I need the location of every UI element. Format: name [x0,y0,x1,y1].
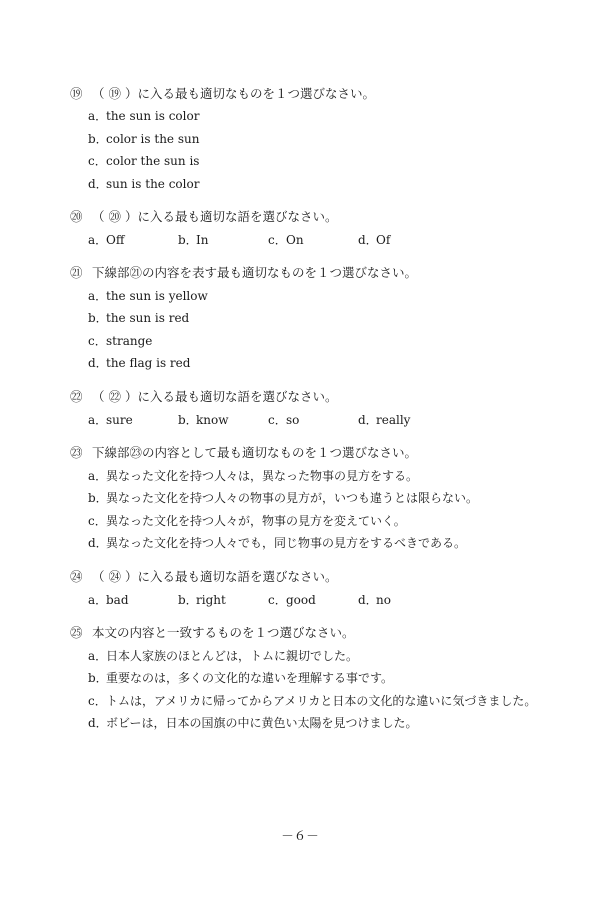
option-19-a: a．the sun is color [88,109,200,123]
question-20 [70,209,337,225]
option-25-b: b．重要なのは，多くの文化的な違いを理解する事です。 [88,671,394,685]
question-number: ㉕ [70,625,83,640]
option-25-c: c．トムは，アメリカに帰ってからアメリカと日本の文化的な違いに気づきました。 [88,694,537,708]
question-number: ㉒ [70,389,83,404]
option-23-d: d．異なった文化を持つ人々でも，同じ物事の見方をするべきである。 [88,536,467,550]
option-24-a: a．bad [88,593,129,607]
question-number: ⑲ [70,86,83,101]
option-20-d: d．Of [358,233,391,247]
question-number: ㉔ [70,569,83,584]
option-20-c: c．On [268,233,304,247]
option-19-c: c．color the sun is [88,154,200,168]
page-number: －６－ [281,828,319,843]
question-23 [70,445,417,461]
option-24-d: d．no [358,593,391,607]
option-22-a: a．sure [88,413,133,427]
option-21-c: c．strange [88,334,153,348]
question-text: （ ⑳ ）に入る最も適切な語を選びなさい。 [92,209,338,224]
question-text: （ ㉔ ）に入る最も適切な語を選びなさい。 [92,569,338,584]
question-number: ⑳ [70,209,83,224]
question-text: 本文の内容と一致するものを１つ選びなさい。 [92,625,355,640]
question-19 [70,86,375,102]
option-22-b: b．know [178,413,229,427]
option-25-d: d．ボビーは，日本の国旗の中に黄色い太陽を見つけました。 [88,716,418,730]
question-number: ㉑ [70,265,83,280]
option-19-d: d．sun is the color [88,177,200,191]
question-number: ㉓ [70,445,83,460]
option-24-c: c．good [268,593,316,607]
question-text: 下線部㉑の内容を表す最も適切なものを１つ選びなさい。 [92,265,418,280]
option-19-b: b．color is the sun [88,132,200,146]
option-21-b: b．the sun is red [88,311,190,325]
option-21-d: d．the flag is red [88,356,191,370]
option-23-b: b．異なった文化を持つ人々の物事の見方が，いつも違うとは限らない。 [88,491,479,505]
question-25 [70,625,355,641]
option-22-c: c．so [268,413,300,427]
option-25-a: a．日本人家族のほとんどは，トムに親切でした。 [88,649,359,663]
question-24 [70,569,337,585]
question-22 [70,389,337,405]
option-20-a: a．Off [88,233,125,247]
option-23-a: a．異なった文化を持つ人々は，異なった物事の見方をする。 [88,469,419,483]
question-text: （ ㉒ ）に入る最も適切な語を選びなさい。 [92,389,338,404]
option-24-b: b．right [178,593,226,607]
question-text: （ ⑲ ）に入る最も適切なものを１つ選びなさい。 [92,86,375,101]
option-21-a: a．the sun is yellow [88,289,208,303]
question-text: 下線部㉓の内容として最も適切なものを１つ選びなさい。 [92,445,418,460]
option-22-d: d．really [358,413,411,427]
option-20-b: b．In [178,233,209,247]
question-21 [70,265,417,281]
option-23-c: c．異なった文化を持つ人々が，物事の見方を変えていく。 [88,514,406,528]
